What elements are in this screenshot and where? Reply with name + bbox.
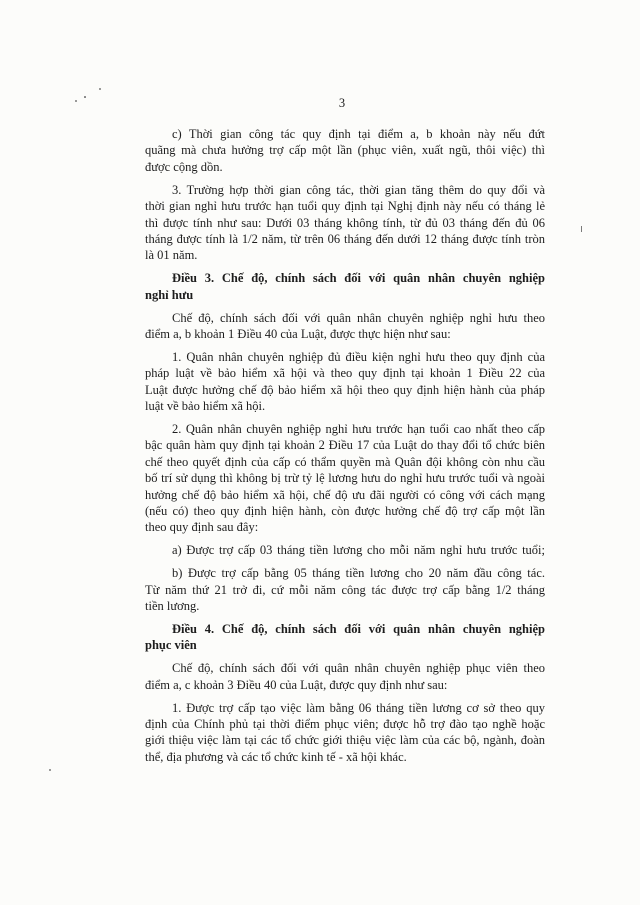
text-line: Luật được hưởng chế độ bảo hiểm xã hội theo quy định hiện hành của pháp — [145, 382, 545, 397]
text-line: định của Chính phủ tại thời điểm phục viên; được hỗ trợ đào tạo nghề hoặc — [145, 717, 545, 731]
scan-speck — [99, 88, 101, 90]
text-line: tháng được tính là 1/2 năm, từ trên 06 tháng đến dưới 12 tháng được tính tròn — [145, 231, 545, 246]
scan-speck — [581, 226, 582, 232]
article-4-clause-1 — [145, 700, 545, 766]
text-line: quãng mà chưa hưởng trợ cấp một lần (phục viên, xuất ngũ, thôi việc) thì — [145, 143, 545, 158]
text-line: hưởng chế độ bảo hiểm xã hội, chế độ ưu đãi người có công với cách mạng — [145, 487, 545, 502]
heading-line: Điều 3. Chế độ, chính sách đối với quân nhân chuyên nghiệp — [172, 271, 545, 286]
article-4-heading — [145, 621, 545, 654]
scan-speck — [49, 769, 51, 771]
article-3-clause-2 — [145, 421, 545, 536]
page-number: 3 — [338, 96, 346, 110]
text-line: Từ năm thứ 21 trở đi, cứ mỗi năm công tác được trợ cấp bằng 1/2 tháng — [145, 582, 545, 597]
text-line: (nếu có) theo quy định hiện hành, còn được hưởng chế độ trợ cấp một lần — [145, 504, 545, 519]
text-line: pháp luật về bảo hiểm xã hội và theo quy định tại khoản 1 Điều 22 của — [145, 366, 545, 381]
text-line: giới thiệu việc làm tại các tổ chức giới thiệu việc làm của các bộ, ngành, đoàn — [145, 733, 545, 748]
article-4-intro — [145, 660, 545, 693]
scan-speck — [75, 100, 77, 102]
text-line: bố trí sử dụng thì không bị trừ tỷ lệ lương hưu do nghỉ hưu trước tuổi và ngoài — [145, 471, 545, 486]
text-line: Chế độ, chính sách đối với quân nhân chuyên nghiệp phục viên theo — [172, 661, 545, 676]
text-line: 1. Quân nhân chuyên nghiệp đủ điều kiện nghỉ hưu theo quy định của — [172, 349, 545, 364]
text-line: thời gian nghỉ hưu trước hạn tuổi quy định tại Nghị định này nếu có tháng lẻ — [145, 199, 545, 214]
text-line: a) Được trợ cấp 03 tháng tiền lương cho mỗi năm nghỉ hưu trước tuổi; — [172, 543, 545, 558]
text-line: thể, địa phương và các tổ chức kinh tế - xã hội khác. — [145, 749, 407, 764]
text-line: theo quy định sau đây: — [145, 520, 259, 535]
document-body — [145, 126, 545, 765]
text-line: 3. Trường hợp thời gian công tác, thời gian tăng thêm do quy đổi và — [172, 182, 545, 197]
heading-line: phục viên — [145, 638, 197, 653]
article-3-heading — [145, 270, 545, 303]
text-line: điểm a, b khoản 1 Điều 40 của Luật, được thực hiện như sau: — [145, 326, 451, 341]
text-line: b) Được trợ cấp bằng 05 tháng tiền lương cho 20 năm đầu công tác. — [172, 566, 545, 581]
text-line: điểm a, c khoản 3 Điều 40 của Luật, được quy định như sau: — [145, 677, 448, 692]
text-line: chế theo quyết định của cấp có thẩm quyền mà Quân đội không còn nhu cầu — [145, 454, 545, 469]
text-line: luật về bảo hiểm xã hội. — [145, 399, 266, 414]
text-line: tiền lương. — [145, 599, 200, 614]
article-3-intro — [145, 310, 545, 343]
article-3-point-b — [145, 565, 545, 614]
text-line: Chế độ, chính sách đối với quân nhân chuyên nghiệp nghỉ hưu theo — [172, 310, 545, 325]
text-line: bậc quân hàm quy định tại khoản 2 Điều 17 của Luật do thay đổi tổ chức biên — [145, 438, 545, 453]
text-line: c) Thời gian công tác quy định tại điểm a, b khoản này nếu đứt — [172, 127, 545, 141]
article-3-clause-1 — [145, 349, 545, 415]
text-line: là 01 năm. — [145, 248, 198, 263]
article-3-point-a — [145, 542, 545, 558]
paragraph-point-c — [145, 126, 545, 175]
text-line: được cộng dồn. — [145, 159, 223, 174]
heading-line: nghỉ hưu — [145, 287, 194, 302]
text-line: 1. Được trợ cấp tạo việc làm bằng 06 tháng tiền lương cơ sở theo quy — [172, 700, 545, 715]
paragraph-clause-3 — [145, 182, 545, 264]
text-line: thì được tính như sau: Dưới 03 tháng không tính, từ đủ 03 tháng đến đủ 06 — [145, 215, 545, 230]
scan-speck — [84, 96, 86, 98]
text-line: 2. Quân nhân chuyên nghiệp nghỉ hưu trước hạn tuổi cao nhất theo cấp — [172, 422, 545, 436]
heading-line: Điều 4. Chế độ, chính sách đối với quân nhân chuyên nghiệp — [172, 621, 545, 636]
